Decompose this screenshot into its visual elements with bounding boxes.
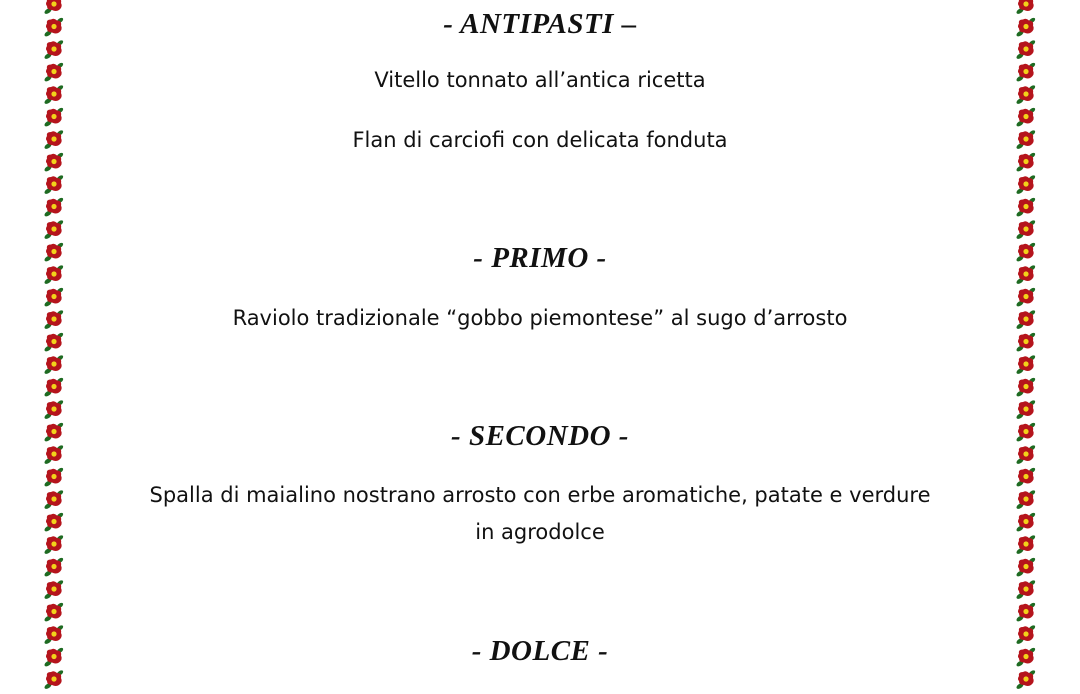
flower-icon bbox=[1015, 197, 1036, 218]
section-heading-primo: - PRIMO - bbox=[473, 242, 607, 274]
flower-icon bbox=[1015, 264, 1036, 285]
flower-icon bbox=[43, 62, 64, 83]
flower-icon bbox=[1015, 512, 1036, 533]
flower-icon bbox=[43, 489, 64, 510]
flower-icon bbox=[1015, 309, 1036, 330]
dish-raviolo: Raviolo tradizionale “gobbo piemontese” al sugo d’arrosto bbox=[232, 306, 848, 330]
left-flower-border bbox=[43, 0, 65, 694]
section-heading-antipasti: - ANTIPASTI – bbox=[443, 8, 637, 40]
flower-icon bbox=[43, 309, 64, 330]
flower-icon bbox=[1015, 242, 1036, 263]
flower-icon bbox=[1015, 399, 1036, 420]
flower-icon bbox=[43, 669, 64, 690]
flower-icon bbox=[1015, 557, 1036, 578]
flower-icon bbox=[1015, 17, 1036, 38]
flower-icon bbox=[1015, 534, 1036, 555]
flower-icon bbox=[1015, 152, 1036, 173]
flower-icon bbox=[43, 107, 64, 128]
flower-icon bbox=[43, 174, 64, 195]
flower-icon bbox=[1015, 219, 1036, 240]
section-heading-dolce: - DOLCE - bbox=[471, 635, 609, 667]
dish-vitello-tonnato: Vitello tonnato all’antica ricetta bbox=[374, 68, 706, 92]
menu-page bbox=[80, 0, 1000, 675]
flower-icon bbox=[43, 84, 64, 105]
flower-icon bbox=[43, 557, 64, 578]
flower-border-strip bbox=[43, 0, 65, 694]
flower-icon bbox=[1015, 624, 1036, 645]
flower-icon bbox=[43, 444, 64, 465]
flower-icon bbox=[1015, 422, 1036, 443]
flower-icon bbox=[43, 467, 64, 488]
flower-icon bbox=[1015, 0, 1036, 15]
flower-icon bbox=[43, 647, 64, 668]
flower-icon bbox=[1015, 107, 1036, 128]
section-heading-secondo: - SECONDO - bbox=[451, 420, 629, 452]
flower-icon bbox=[43, 399, 64, 420]
flower-icon bbox=[43, 264, 64, 285]
flower-border-strip bbox=[1015, 0, 1037, 694]
flower-icon bbox=[43, 17, 64, 38]
flower-icon bbox=[1015, 579, 1036, 600]
flower-icon bbox=[43, 39, 64, 60]
flower-icon bbox=[43, 512, 64, 533]
flower-icon bbox=[1015, 489, 1036, 510]
flower-icon bbox=[43, 624, 64, 645]
flower-icon bbox=[1015, 647, 1036, 668]
flower-icon bbox=[43, 534, 64, 555]
dish-flan-carciofi: Flan di carciofi con delicata fonduta bbox=[352, 128, 728, 152]
flower-icon bbox=[43, 152, 64, 173]
flower-icon bbox=[1015, 444, 1036, 465]
flower-icon bbox=[1015, 174, 1036, 195]
dish-spalla-maialino: Spalla di maialino nostrano arrosto con erbe aromatiche, patate e verdure bbox=[149, 483, 931, 507]
flower-icon bbox=[1015, 354, 1036, 375]
flower-icon bbox=[1015, 62, 1036, 83]
right-flower-border bbox=[1015, 0, 1037, 694]
flower-icon bbox=[1015, 332, 1036, 353]
flower-icon bbox=[43, 197, 64, 218]
flower-icon bbox=[1015, 39, 1036, 60]
flower-icon bbox=[43, 0, 64, 15]
flower-icon bbox=[1015, 129, 1036, 150]
flower-icon bbox=[43, 242, 64, 263]
flower-icon bbox=[43, 422, 64, 443]
flower-icon bbox=[1015, 669, 1036, 690]
flower-icon bbox=[43, 129, 64, 150]
flower-icon bbox=[43, 354, 64, 375]
flower-icon bbox=[1015, 84, 1036, 105]
flower-icon bbox=[1015, 467, 1036, 488]
flower-icon bbox=[43, 377, 64, 398]
flower-icon bbox=[43, 287, 64, 308]
dish-spalla-maialino-continued: in agrodolce bbox=[475, 520, 605, 544]
flower-icon bbox=[1015, 377, 1036, 398]
flower-icon bbox=[1015, 287, 1036, 308]
flower-icon bbox=[1015, 602, 1036, 623]
flower-icon bbox=[43, 332, 64, 353]
flower-icon bbox=[43, 219, 64, 240]
flower-icon bbox=[43, 602, 64, 623]
flower-icon bbox=[43, 579, 64, 600]
